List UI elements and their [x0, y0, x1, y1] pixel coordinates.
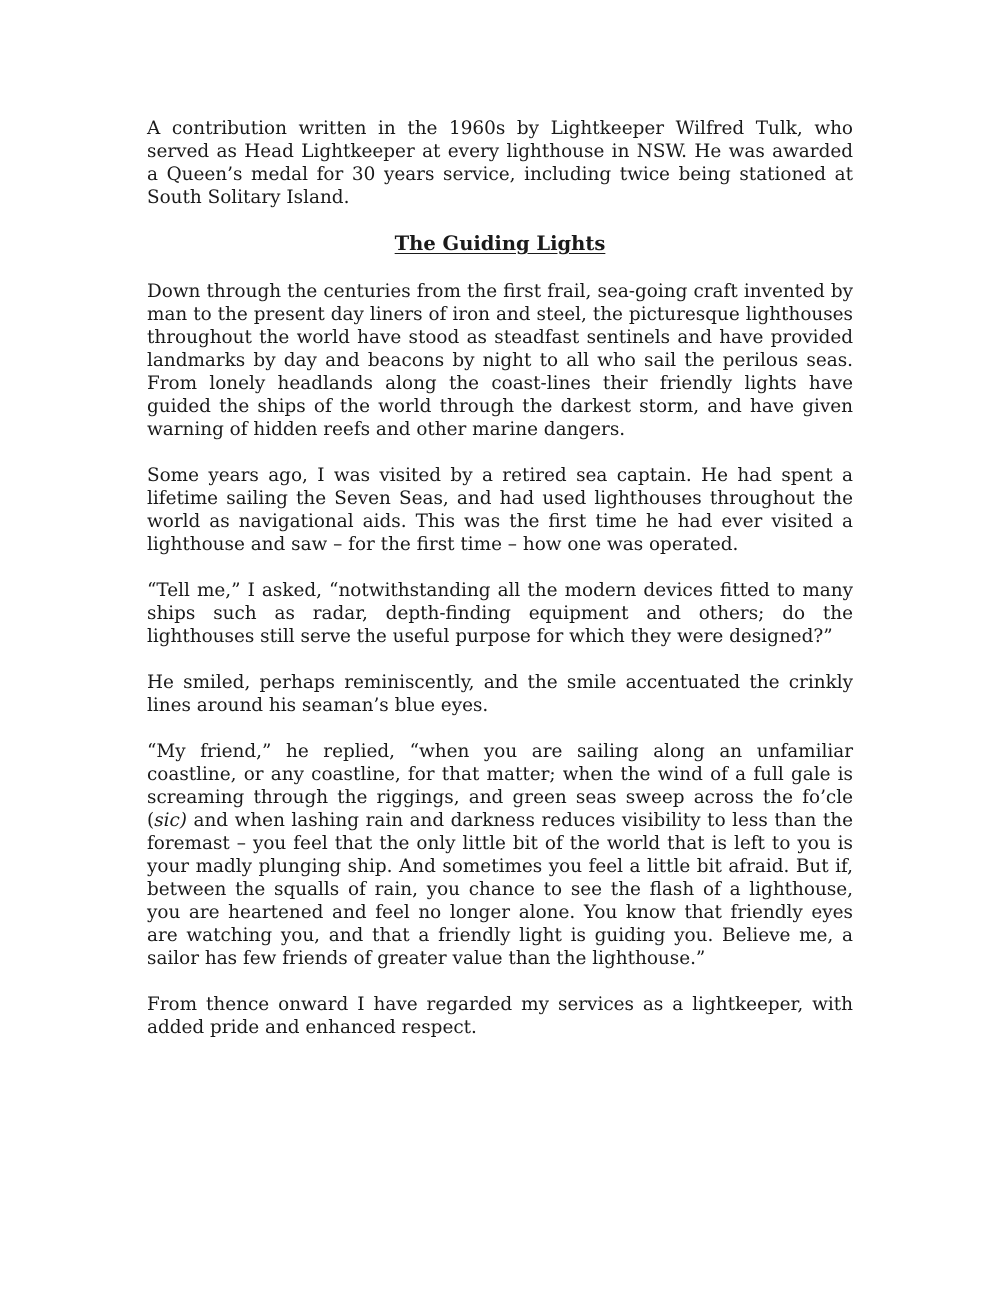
paragraph-smile: He smiled, perhaps reminiscently, and the smile accentuated the crinkly lines around his seaman’s blue eyes.: [147, 672, 853, 716]
intro-paragraph: A contribution written in the 1960s by Lightkeeper Wilfred Tulk, who served as Head Lightkeeper at every lighthouse in NSW. He was awarded a Queen’s medal for 30 years service, including twice being stationed at South Solitary Island.: [147, 118, 853, 208]
paragraph-sea-captain: Some years ago, I was visited by a retired sea captain. He had spent a lifetime sailing the Seven Seas, and had used lighthouses throughout the world as navigational aids. This was the first time he had ever visited a lighthouse and saw – for the first time – how one was operated.: [147, 465, 853, 555]
reply-text-start: “My friend,” he replied, “when you are sailing along an unfamiliar coastline, or any coastline, for that matter; when the wind of a full gale is screaming through the riggings, and green seas sweep across the fo’cle (: [147, 741, 853, 831]
reply-text-end: and when lashing rain and darkness reduces visibility to less than the foremast – you feel that the only little bit of the world that is left to you is your madly plunging ship. And sometimes you feel a little bit afraid. But if, between the squalls of rain, you chance to see the flash of a lighthouse, you are heartened and feel no longer alone. You know that friendly eyes are watching you, and that a friendly light is guiding you. Believe me, a sailor has few friends of greater value than the lighthouse.”: [147, 810, 853, 969]
paragraph-question: “Tell me,” I asked, “notwithstanding all the modern devices fitted to many ships such as radar, depth-finding equipment and others; do the lighthouses still serve the useful purpose for which they were designed?”: [147, 580, 853, 647]
document-page: [147, 117, 853, 1062]
paragraph-centuries: Down through the centuries from the first frail, sea-going craft invented by man to the present day liners of iron and steel, the picturesque lighthouses throughout the world have stood as steadfast sentinels and have provided landmarks by day and beacons by night to all who sail the perilous seas. From lonely headlands along the coast-lines their friendly lights have guided the ships of the world through the darkest storm, and have given warning of hidden reefs and other marine dangers.: [147, 281, 853, 440]
sic-note: sic): [154, 810, 187, 831]
paragraph-conclusion: From thence onward I have regarded my services as a lightkeeper, with added pride and enhanced respect.: [147, 994, 853, 1038]
paragraph-reply: [147, 740, 853, 970]
document-title: The Guiding Lights: [394, 232, 606, 255]
